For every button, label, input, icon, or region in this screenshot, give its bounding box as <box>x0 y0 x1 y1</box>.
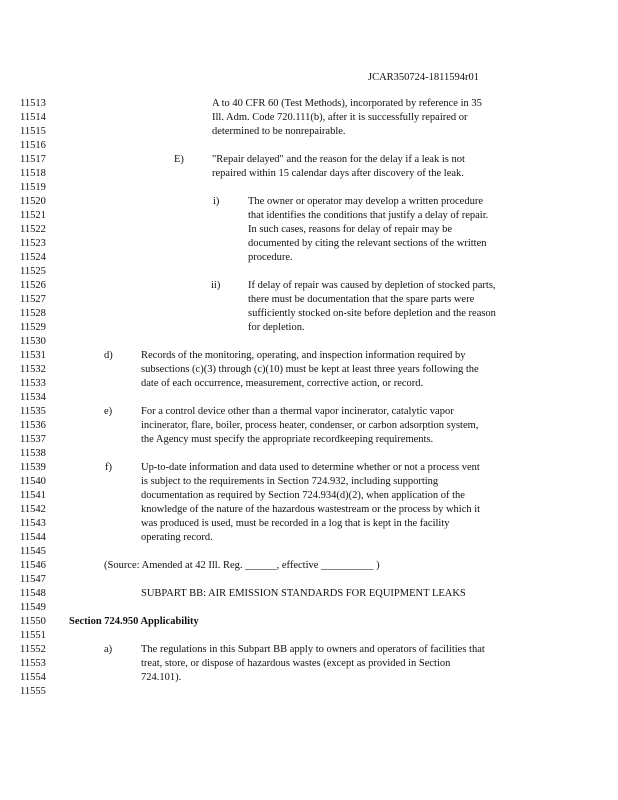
line-number: 11522 <box>20 224 46 235</box>
line-number: 11523 <box>20 238 46 249</box>
line-number: 11546 <box>20 560 46 571</box>
line-number: 11526 <box>20 280 46 291</box>
text-line: determined to be nonrepairable. <box>212 126 346 137</box>
text-line: A to 40 CFR 60 (Test Methods), incorporated by reference in 35 <box>212 98 482 109</box>
text-line: documentation as required by Section 724.934(d)(2), when application of the <box>141 490 465 501</box>
text-line: The regulations in this Subpart BB apply to owners and operators of facilities that <box>141 644 485 655</box>
line-number: 11538 <box>20 448 46 459</box>
text-line: the Agency must specify the appropriate recordkeeping requirements. <box>141 434 434 445</box>
text-line: In such cases, reasons for delay of repair may be <box>248 224 453 235</box>
line-number: 11532 <box>20 364 46 375</box>
line-number: 11518 <box>20 168 46 179</box>
line-number: 11537 <box>20 434 46 445</box>
text-line: sufficiently stocked on-site before depletion and the reason <box>248 308 496 319</box>
line-number: 11529 <box>20 322 46 333</box>
line-number: 11540 <box>20 476 46 487</box>
text-line: that identifies the conditions that justify a delay of repair. <box>248 210 489 221</box>
line-number: 11525 <box>20 266 46 277</box>
line-number: 11524 <box>20 252 46 263</box>
line-number: 11534 <box>20 392 46 403</box>
text-line: Records of the monitoring, operating, and inspection information required by <box>141 350 466 361</box>
text-line: If delay of repair was caused by depletion of stocked parts, <box>248 280 496 291</box>
text-line: date of each occurrence, measurement, corrective action, or record. <box>141 378 424 389</box>
line-number: 11548 <box>20 588 46 599</box>
line-number: 11550 <box>20 616 46 627</box>
text-line: operating record. <box>141 532 213 543</box>
line-number: 11542 <box>20 504 46 515</box>
text-line: is subject to the requirements in Section 724.932, including supporting <box>141 476 439 487</box>
text-line: The owner or operator may develop a written procedure <box>248 196 483 207</box>
item-marker: d) <box>104 350 113 361</box>
item-marker: a) <box>104 644 113 655</box>
line-number: 11514 <box>20 112 46 123</box>
line-number: 11517 <box>20 154 46 165</box>
text-line: subsections (c)(3) through (c)(10) must be kept at least three years following the <box>141 364 479 375</box>
line-number: 11519 <box>20 182 46 193</box>
line-number: 11527 <box>20 294 46 305</box>
line-number: 11541 <box>20 490 46 501</box>
subpart-title: SUBPART BB: AIR EMISSION STANDARDS FOR EQUIPMENT LEAKS <box>141 588 466 599</box>
text-line: for depletion. <box>248 322 305 333</box>
document-id: JCAR350724-1811594r01 <box>368 72 480 83</box>
line-number: 11516 <box>20 140 46 151</box>
line-number: 11551 <box>20 630 46 641</box>
text-line: For a control device other than a thermal vapor incinerator, catalytic vapor <box>141 406 454 417</box>
line-number: 11544 <box>20 532 46 543</box>
text-line: Ill. Adm. Code 720.111(b), after it is successfully repaired or <box>212 112 468 123</box>
section-heading: Section 724.950 Applicability <box>69 616 199 627</box>
line-number: 11533 <box>20 378 46 389</box>
text-line: documented by citing the relevant sections of the written <box>248 238 487 249</box>
text-line: knowledge of the nature of the hazardous wastestream or the process by which it <box>141 504 481 515</box>
line-number: 11535 <box>20 406 46 417</box>
line-number: 11521 <box>20 210 46 221</box>
line-number: 11513 <box>20 98 46 109</box>
text-line: was produced is used, must be recorded in a log that is kept in the facility <box>141 518 450 529</box>
line-number: 11520 <box>20 196 46 207</box>
line-number: 11554 <box>20 672 46 683</box>
line-number: 11547 <box>20 574 46 585</box>
text-line: procedure. <box>248 252 293 263</box>
item-marker: e) <box>104 406 113 417</box>
item-marker: E) <box>174 154 184 165</box>
line-number: 11545 <box>20 546 46 557</box>
line-number: 11530 <box>20 336 46 347</box>
text-line: there must be documentation that the spare parts were <box>248 294 475 305</box>
item-marker: i) <box>213 196 220 207</box>
line-number: 11536 <box>20 420 46 431</box>
text-line: treat, store, or dispose of hazardous wastes (except as provided in Section <box>141 658 451 669</box>
line-number: 11553 <box>20 658 46 669</box>
line-number: 11552 <box>20 644 46 655</box>
line-number: 11528 <box>20 308 46 319</box>
line-number: 11549 <box>20 602 46 613</box>
item-marker: f) <box>105 462 112 473</box>
line-number: 11555 <box>20 686 46 697</box>
text-line: incinerator, flare, boiler, process heater, condenser, or carbon adsorption system, <box>141 420 479 431</box>
text-line: 724.101). <box>141 672 182 683</box>
text-line: repaired within 15 calendar days after discovery of the leak. <box>212 168 464 179</box>
item-marker: ii) <box>211 280 221 291</box>
source-note: (Source: Amended at 42 Ill. Reg. ______, effective __________ ) <box>104 560 380 571</box>
line-number: 11543 <box>20 518 46 529</box>
text-line: Up-to-date information and data used to determine whether or not a process vent <box>141 462 480 473</box>
text-line: "Repair delayed" and the reason for the delay if a leak is not <box>212 154 465 165</box>
line-number: 11515 <box>20 126 46 137</box>
line-number: 11531 <box>20 350 46 361</box>
line-number: 11539 <box>20 462 46 473</box>
